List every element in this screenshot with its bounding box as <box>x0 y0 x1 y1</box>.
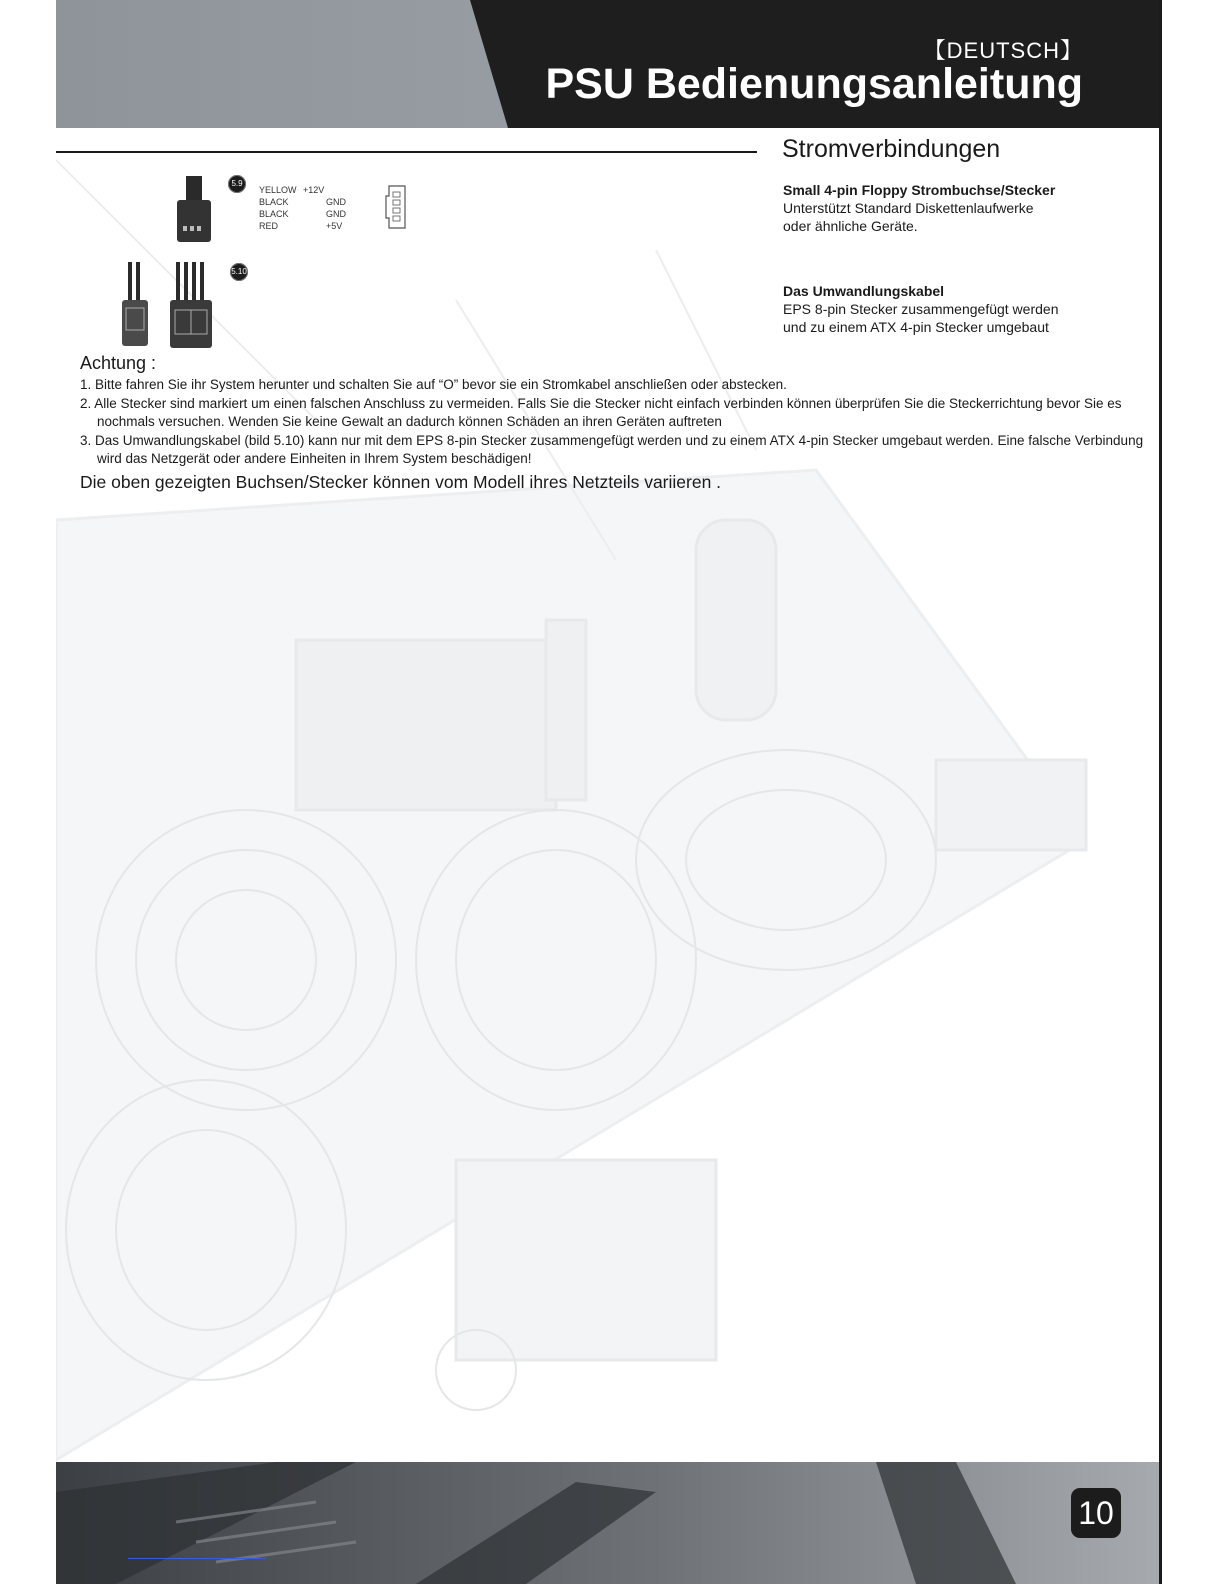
caution-title: Achtung : <box>80 353 157 373</box>
pin-color: BLACK <box>259 197 289 207</box>
background-psu-photo <box>56 0 1159 1584</box>
pinout-row <box>259 184 379 196</box>
pinout-row <box>259 220 379 232</box>
pin-color: RED <box>259 221 279 231</box>
caution-item: 2. Alle Stecker sind markiert um einen falschen Anschluss zu vermeiden. Falls Sie die Stecker nicht einfach verbinden können überprüfen Sie die Steckerrichtung bevor Sie es nochmals versuchen. Wenden Sie keine Gewalt an dadurch können Schäden an ihren Geräten auftreten <box>80 395 1122 429</box>
floppy-connector-description <box>783 181 1143 235</box>
conversion-cable-photo <box>120 262 242 350</box>
floppy-connector-photo <box>174 176 214 244</box>
conversion-cable-description <box>783 282 1143 336</box>
floppy-pinout-table <box>259 184 379 232</box>
footer-banner <box>56 1462 1159 1584</box>
conversion-cable-line-1: EPS 8-pin Stecker zusammengefügt werden <box>783 301 1059 317</box>
floppy-connector-diagram <box>385 184 409 230</box>
pinout-row <box>259 208 379 220</box>
pin-value: +5V <box>326 221 343 231</box>
section-rule <box>56 151 757 153</box>
floppy-connector-line-1: Unterstützt Standard Diskettenlaufwerke <box>783 200 1034 216</box>
caution-notes <box>80 353 1150 493</box>
page-title: PSU Bedienungsanleitung <box>545 60 1083 108</box>
pin-value: GND <box>326 197 346 207</box>
language-label: 【DEUTSCH】 <box>923 38 1083 63</box>
figure-badge-5-9: 5.9 <box>228 175 246 193</box>
pinout-row <box>259 196 379 208</box>
header-banner <box>56 0 1159 128</box>
section-title: Stromverbindungen <box>782 135 1001 163</box>
closing-remark: Die oben gezeigten Buchsen/Stecker können vom Modell ihres Netzteils variieren . <box>80 471 722 492</box>
manual-page <box>56 0 1162 1584</box>
floppy-connector-heading: Small 4-pin Floppy Strombuchse/Stecker <box>783 182 1056 198</box>
page-number: 10 <box>1071 1488 1121 1538</box>
pin-value: +12V <box>303 185 325 195</box>
footer-link-underline <box>128 1558 266 1559</box>
pin-value: GND <box>326 209 346 219</box>
conversion-cable-line-2: und zu einem ATX 4-pin Stecker umgebaut <box>783 319 1049 335</box>
pin-color: YELLOW <box>259 185 297 195</box>
caution-item: 3. Das Umwandlungskabel (bild 5.10) kann nur mit dem EPS 8-pin Stecker zusammengefügt werden und zu einem ATX 4-pin Stecker umgebaut werden. Eine falsche Verbindung wird das Netzgerät oder andere Einheiten in Ihrem System beschädigen! <box>80 432 1144 466</box>
conversion-cable-heading: Das Umwandlungskabel <box>783 283 945 299</box>
floppy-connector-line-2: oder ähnliche Geräte. <box>783 218 918 234</box>
caution-item: 1. Bitte fahren Sie ihr System herunter und schalten Sie auf “O” bevor sie ein Stromkabel anschließen oder abstecken. <box>80 377 787 392</box>
figure-badge-5-10: 5.10 <box>230 263 248 281</box>
pin-color: BLACK <box>259 209 289 219</box>
